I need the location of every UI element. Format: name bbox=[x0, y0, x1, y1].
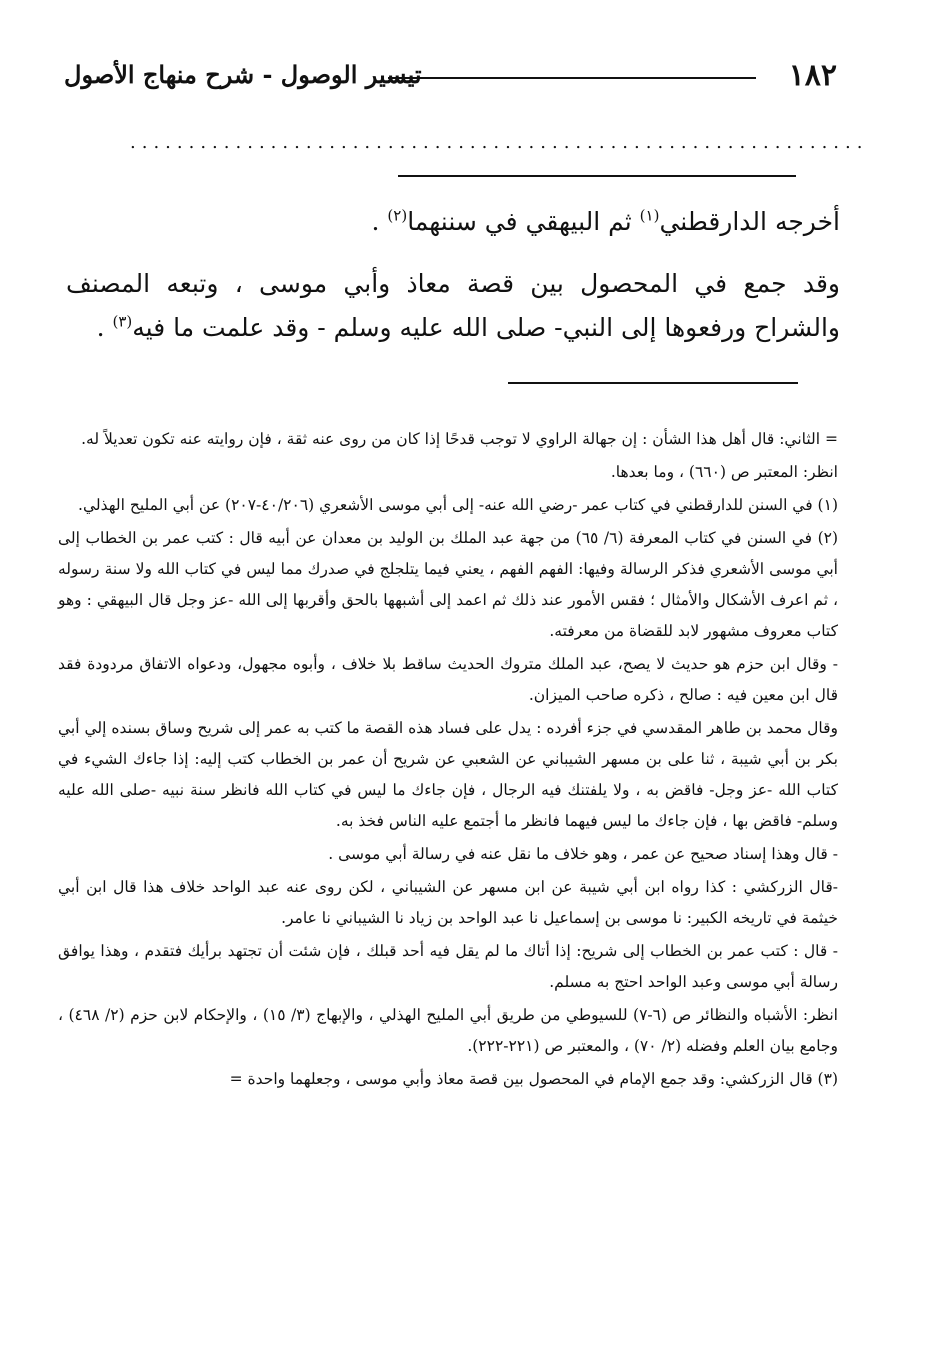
footnote-2-zarkashi: -قال الزركشي : كذا رواه ابن أبي شيبة عن ابن مسهر عن الشيباني ، لكن روى عنه عبد الواحد خلاف هذا قال ابن أبي خيثمة في تاريخه الكبير: نا موسى بن إسماعيل نا عبد الواحد بن زياد نا الشيباني نا عامر. bbox=[58, 878, 838, 927]
footnote-continuation: = الثاني: قال أهل هذا الشأن : إن جهالة الراوي لا توجب قدحًا إذا كان من روى عنه ثقة ، فإن روايته عنه تكون تعديلاً له. bbox=[81, 430, 838, 448]
main-text: . bbox=[371, 207, 388, 236]
header-rule bbox=[388, 77, 756, 79]
main-paragraph-2 bbox=[66, 262, 840, 350]
footnote-2-isnad: - قال وهذا إسناد صحيح عن عمر ، وهو خلاف ما نقل عنه في رسالة أبي موسى . bbox=[328, 845, 838, 863]
main-text: ثم البيهقي في سننهما bbox=[407, 207, 640, 236]
main-text: أخرجه الدارقطني bbox=[659, 207, 840, 236]
footnote-see-also: انظر: المعتبر ص (٦٦٠) ، وما بعدها. bbox=[610, 463, 838, 481]
footnote-ref-2[interactable]: (٢) bbox=[387, 206, 408, 225]
running-title: تيسير الوصول - شرح منهاج الأصول bbox=[64, 60, 422, 89]
main-text: وقد جمع في المحصول بين قصة معاذ وأبي موسى ، وتبعه المصنف والشراح ورفعوها إلى النبي- صلى الله عليه وسلم - وقد علمت ما فيه bbox=[66, 269, 840, 342]
footnote-2-references: انظر: الأشباه والنظائر ص (٦-٧) للسيوطي من طريق أبي المليح الهذلي ، والإبهاج (٣/ ١٥) ، والإحكام لابن حزم (٢/ ٤٦٨) ، وجامع بيان العلم وفضله (٢/ ٧٠) ، والمعتبر ص (٢٢١-٢٢٢). bbox=[58, 1006, 838, 1055]
footnote-ref-1[interactable]: (١) bbox=[639, 206, 660, 225]
footnote-2-maqdisi: وقال محمد بن طاهر المقدسي في جزء أفرده : يدل على فساد هذه القصة ما كتب به عمر إلى شريح وساق بسنده إلي أبي بكر بن أبي شيبة ، ثنا على بن مسهر الشيباني عن الشعبي عن شريح أن عمر بن الخطاب كتب إليه: إذا جاءك الشيء في كتاب الله -عز وجل- فاقض به ، ولا يلفتنك فيه الرجال ، فإن جاءك ما ليس في كتاب الله فانظر سنة نبيه -صلى الله عليه وسلم- فاقض بها ، فإن جاءك ما ليس فيهما فانظر ما أجتمع عليه الناس فخذ به. bbox=[58, 719, 838, 830]
top-rule bbox=[398, 175, 796, 177]
main-text: . bbox=[96, 313, 113, 342]
footnote-2-ibn-hazm: - وقال ابن حزم هو حديث لا يصح، عبد الملك متروك الحديث ساقط بلا خلاف ، وأبوه مجهول، ودعواه الاتفاق مردودة فقد قال ابن معين فيه : صالح ، ذكره صاحب الميزان. bbox=[58, 655, 838, 704]
footnote-3: (٣) قال الزركشي: وقد جمع الإمام في المحصول بين قصة معاذ وأبي موسى ، وجعلهما واحدة = bbox=[229, 1070, 838, 1088]
footnote-rule bbox=[508, 382, 798, 384]
footnote-2: (٢) في السنن في كتاب المعرفة (٦/ ٦٥) من جهة عبد الملك بن الوليد بن معدان عن أبيه قال : كتب عمر بن الخطاب إلى أبي موسى الأشعري فذكر الرسالة وفيها: الفهم الفهم ، يعني فيما يتلجلج في صدرك مما ليس في كتاب الله ولا سنة رسوله ، ثم اعرف الأشكال والأمثال ؛ فقس الأمور عند ذلك ثم اعمد إلى أشبهها بالحق وأقربها إلى الله -عز وجل قال البيهقي : وهو كتاب معروف مشهور لابد للقضاة من معرفته. bbox=[58, 529, 839, 640]
footnotes bbox=[58, 424, 838, 1097]
separator-dots: ............................................................... bbox=[130, 132, 869, 153]
footnote-1: (١) في السنن للدارقطني في كتاب عمر -رضي الله عنه- إلى أبي موسى الأشعري (٤٠/٢٠٦-٢٠٧) عن أبي المليح الهذلي. bbox=[78, 496, 838, 514]
main-paragraph-1 bbox=[66, 200, 840, 244]
page-number: ١٨٢ bbox=[788, 58, 837, 93]
footnote-2-shurayh: - قال : كتب عمر بن الخطاب إلى شريح: إذا أتاك ما لم يقل فيه أحد قبلك ، فإن شئت أن تجتهد برأيك فتقدم ، وهذا يوافق رسالة أبي موسى وعبد الواحد احتج به مسلم. bbox=[58, 942, 838, 991]
footnote-ref-3[interactable]: (٣) bbox=[112, 312, 133, 331]
